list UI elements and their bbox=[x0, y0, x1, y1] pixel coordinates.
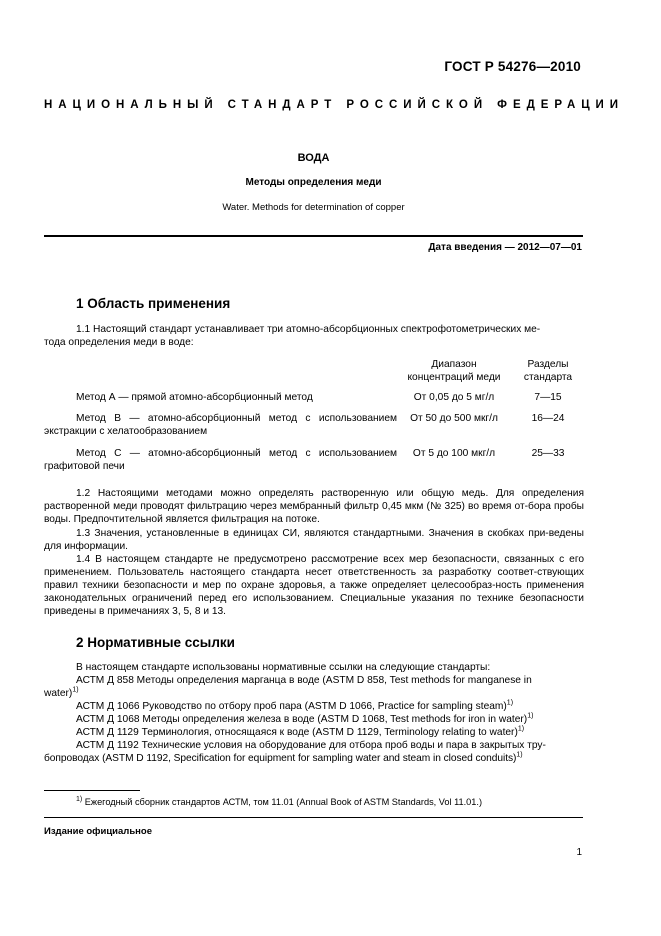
method-b-sections: 16—24 bbox=[531, 413, 565, 424]
footnote-divider bbox=[44, 790, 140, 791]
reference-astm-d1192-tail: бопроводах (ASTM D 1192, Specification for equipment for sampling water and steam in closed conduits) bbox=[44, 753, 517, 764]
reference-astm-d1066-text: АСТМ Д 1066 Руководство по отбору проб пара (ASTM D 1066, Practice for sampling steam) bbox=[76, 701, 507, 712]
section-2-heading: 2 Нормативные ссылки bbox=[76, 635, 235, 650]
national-standard-banner: НАЦИОНАЛЬНЫЙ СТАНДАРТ РОССИЙСКОЙ ФЕДЕРАЦИИ bbox=[44, 99, 624, 111]
footnote-mark: 1) bbox=[516, 751, 523, 759]
section-2-intro: В настоящем стандарте использованы нормативные ссылки на следующие стандарты: bbox=[76, 662, 491, 673]
method-b-range: От 50 до 500 мкг/л bbox=[410, 413, 498, 424]
page-number: 1 bbox=[576, 847, 582, 858]
method-c-sections: 25—33 bbox=[531, 448, 565, 459]
footnote bbox=[76, 797, 482, 807]
column-header-sections bbox=[512, 358, 584, 384]
method-a-range: От 0,05 до 5 мг/л bbox=[413, 392, 495, 403]
footnote-text: Ежегодный сборник стандартов АСТМ, том 11.01 (Annual Book of ASTM Standards, Vol 11.01.) bbox=[84, 797, 483, 807]
column-header-sections-line1: Разделы bbox=[527, 359, 569, 370]
reference-astm-d1192-line2 bbox=[44, 752, 523, 765]
paragraph-1-4: 1.4 В настоящем стандарте не предусмотрено рассмотрение всех мер безопасности, связанных с его применением. Пользователь настоящего стандарта несет ответственность за разработку соответ-ствующих правил техники безопасности и мер по охране здоровья, а также определяет целесообраз-ность применения законодательных ограничений перед его использованием. Специальные указания по технике безопасности приведены в примечаниях 3, 5, 8 и 13. bbox=[44, 554, 584, 617]
column-header-range bbox=[398, 358, 510, 384]
paragraph-1-3: 1.3 Значения, установленные в единицах СИ, являются стандартными. Значения в скобках при-ведены для информации. bbox=[44, 528, 584, 552]
title-divider bbox=[44, 235, 583, 237]
title-main: ВОДА bbox=[297, 152, 330, 164]
reference-astm-d1068-text: АСТМ Д 1068 Методы определения железа в воде (ASTM D 1068, Test methods for iron in water) bbox=[76, 714, 528, 725]
section-1-heading: 1 Область применения bbox=[76, 296, 231, 311]
reference-astm-d858-line2 bbox=[44, 687, 79, 700]
reference-astm-d1066 bbox=[76, 700, 584, 713]
reference-astm-d1068 bbox=[76, 713, 584, 726]
footnote-mark: 1) bbox=[76, 795, 83, 803]
footnote-mark: 1) bbox=[517, 725, 525, 733]
edition-label: Издание официальное bbox=[44, 826, 152, 837]
document-number: ГОСТ Р 54276—2010 bbox=[444, 59, 581, 74]
method-c-range: От 5 до 100 мкг/л bbox=[412, 448, 496, 459]
bottom-divider bbox=[44, 817, 583, 818]
footnote-mark: 1) bbox=[527, 712, 534, 720]
title-english: Water. Methods for determination of copper bbox=[222, 202, 405, 213]
reference-astm-d858-tail: water) bbox=[44, 688, 73, 699]
reference-astm-d1192-line1: АСТМ Д 1192 Технические условия на оборудование для отбора проб воды и пара в закрытых тру- bbox=[76, 740, 546, 751]
method-b-name: Метод В — атомно-абсорбционный метод с использованием экстракции с хелатообразованием bbox=[44, 413, 397, 437]
date-introduction: Дата введения — 2012—07—01 bbox=[428, 242, 582, 253]
reference-astm-d1129 bbox=[76, 726, 584, 739]
reference-astm-d858-line1: АСТМ Д 858 Методы определения марганца в воде (ASTM D 858, Test methods for manganese in bbox=[76, 675, 532, 686]
column-header-sections-line2: стандарта bbox=[523, 372, 573, 383]
paragraph-1-2: 1.2 Настоящими методами можно определять растворенную или общую медь. Для определения растворенной меди проводят фильтрацию через мембранный фильтр 0,45 мкм (№ 325) во время от-бора пробы воды. Предпочтительной является фильтрация на потоке. bbox=[44, 488, 584, 525]
column-header-range-line2: концентраций меди bbox=[407, 372, 501, 383]
footnote-mark: 1) bbox=[506, 699, 514, 707]
footnote-mark: 1) bbox=[72, 686, 79, 694]
title-subtitle: Методы определения меди bbox=[245, 177, 382, 188]
reference-astm-d1129-text: АСТМ Д 1129 Терминология, относящаяся к воде (ASTM D 1129, Terminology relating to water) bbox=[76, 727, 518, 738]
paragraph-1-1-line2: тода определения меди в воде: bbox=[44, 337, 194, 348]
method-c-name: Метод С — атомно-абсорбционный метод с использованием графитовой печи bbox=[44, 448, 397, 472]
method-a-sections: 7—15 bbox=[534, 392, 562, 403]
method-a-name: Метод А — прямой атомно-абсорбционный метод bbox=[76, 392, 313, 403]
column-header-range-line1: Диапазон bbox=[431, 359, 477, 370]
paragraph-1-1-line1: 1.1 Настоящий стандарт устанавливает три атомно-абсорбционных спектрофотометрических ме- bbox=[76, 324, 541, 335]
